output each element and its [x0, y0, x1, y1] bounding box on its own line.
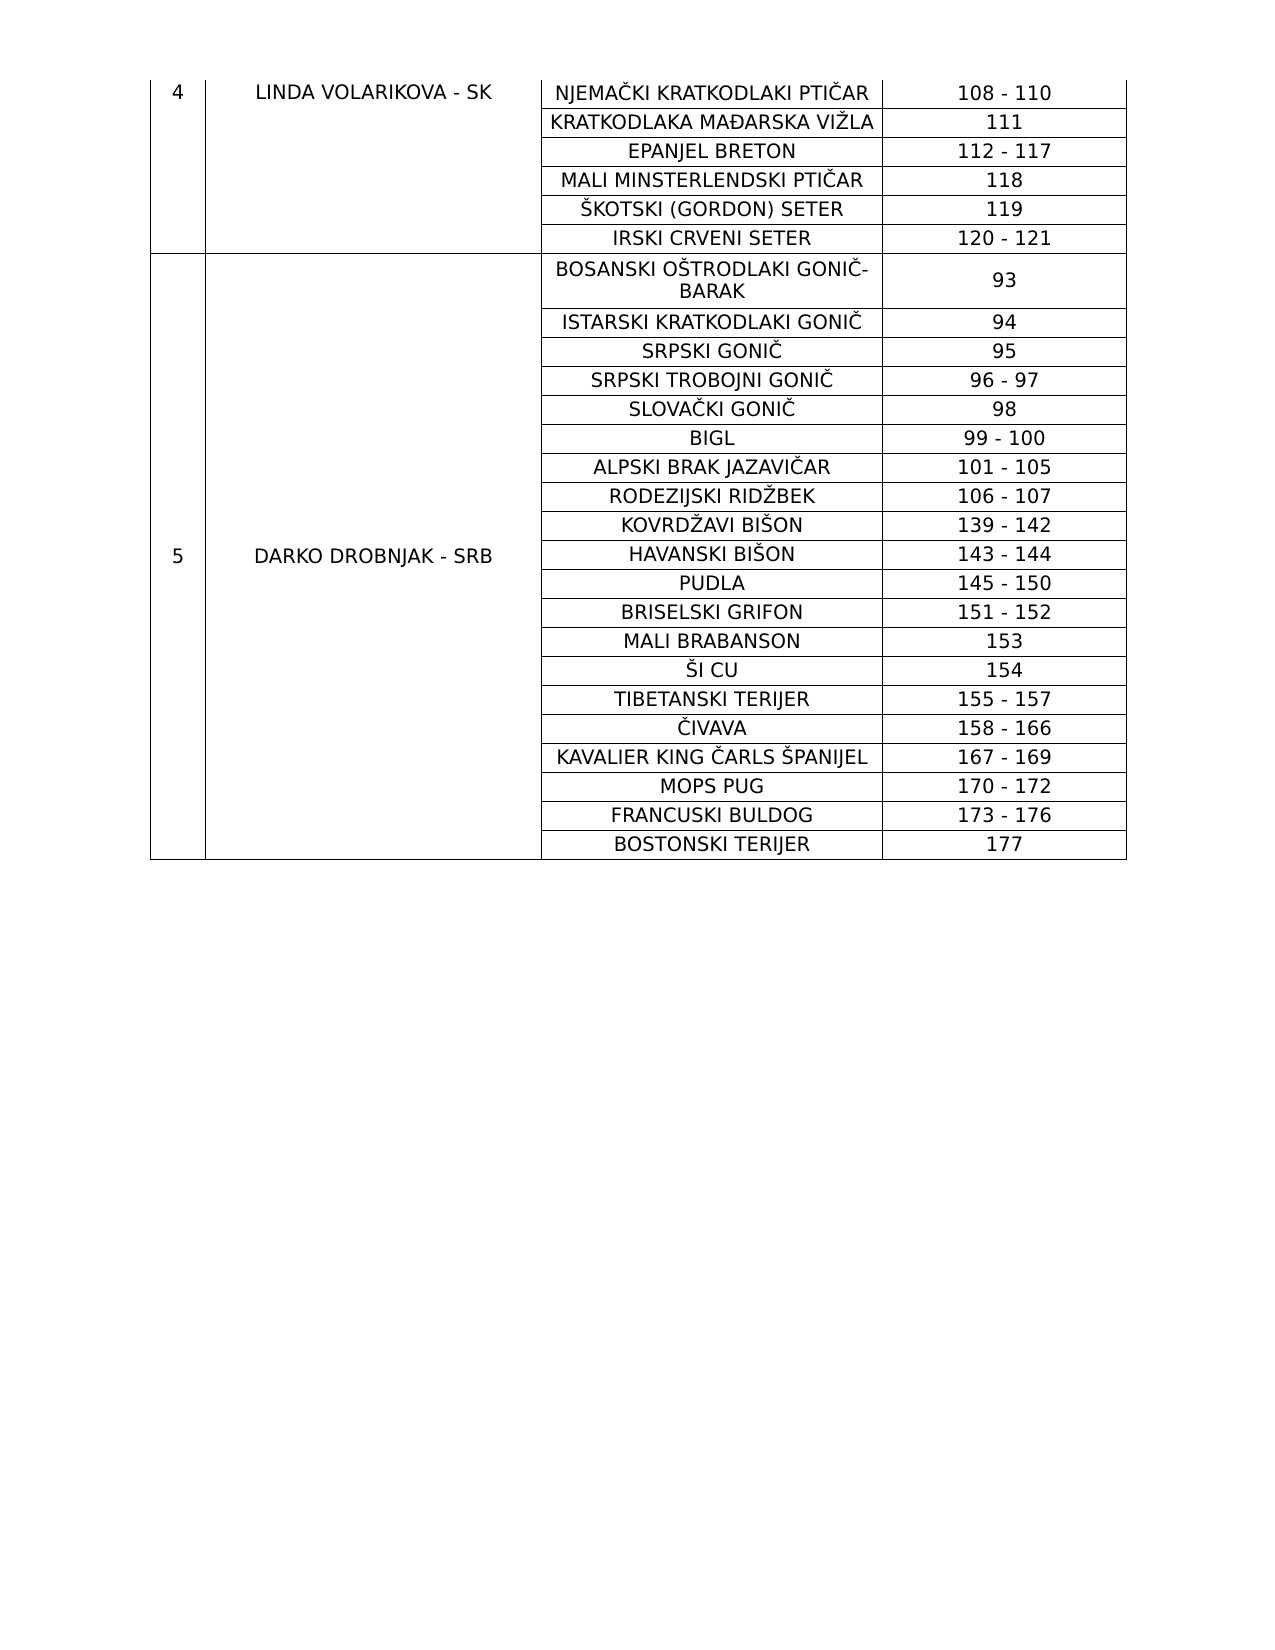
- breed-cell: KOVRDŽAVI BIŠON: [542, 512, 883, 541]
- breed-cell: SRPSKI GONIČ: [542, 338, 883, 367]
- breed-cell: ČIVAVA: [542, 715, 883, 744]
- breed-cell: ISTARSKI KRATKODLAKI GONIČ: [542, 309, 883, 338]
- breed-cell: MALI MINSTERLENDSKI PTIČAR: [542, 167, 883, 196]
- judge-name-cell: DARKO DROBNJAK - SRB: [206, 254, 542, 860]
- group-number-cell: 5: [151, 254, 206, 860]
- catalog-range-cell: 154: [883, 657, 1127, 686]
- catalog-range-cell: 111: [883, 109, 1127, 138]
- breed-cell: KRATKODLAKA MAĐARSKA VIŽLA: [542, 109, 883, 138]
- catalog-range-cell: 118: [883, 167, 1127, 196]
- breed-cell: BIGL: [542, 425, 883, 454]
- breed-cell: IRSKI CRVENI SETER: [542, 225, 883, 254]
- catalog-range-cell: 177: [883, 831, 1127, 860]
- catalog-range-cell: 94: [883, 309, 1127, 338]
- catalog-range-cell: 101 - 105: [883, 454, 1127, 483]
- catalog-range-cell: 151 - 152: [883, 599, 1127, 628]
- breed-cell: ŠI CU: [542, 657, 883, 686]
- catalog-range-cell: 120 - 121: [883, 225, 1127, 254]
- breed-cell: SRPSKI TROBOJNI GONIČ: [542, 367, 883, 396]
- catalog-range-cell: 155 - 157: [883, 686, 1127, 715]
- breed-cell: MALI BRABANSON: [542, 628, 883, 657]
- breed-cell: SLOVAČKI GONIČ: [542, 396, 883, 425]
- catalog-range-cell: 167 - 169: [883, 744, 1127, 773]
- breed-cell: MOPS PUG: [542, 773, 883, 802]
- breed-cell: BOSTONSKI TERIJER: [542, 831, 883, 860]
- group-number-cell: 4: [151, 80, 206, 254]
- catalog-range-cell: 145 - 150: [883, 570, 1127, 599]
- breed-cell: ŠKOTSKI (GORDON) SETER: [542, 196, 883, 225]
- breed-cell: ALPSKI BRAK JAZAVIČAR: [542, 454, 883, 483]
- table-row: [151, 80, 1127, 109]
- catalog-range-cell: 173 - 176: [883, 802, 1127, 831]
- catalog-range-cell: 153: [883, 628, 1127, 657]
- breed-cell: TIBETANSKI TERIJER: [542, 686, 883, 715]
- breed-cell: KAVALIER KING ČARLS ŠPANIJEL: [542, 744, 883, 773]
- breed-cell: RODEZIJSKI RIDŽBEK: [542, 483, 883, 512]
- breed-cell: BOSANSKI OŠTRODLAKI GONIČ-BARAK: [542, 254, 883, 309]
- catalog-range-cell: 158 - 166: [883, 715, 1127, 744]
- catalog-range-cell: 95: [883, 338, 1127, 367]
- catalog-range-cell: 93: [883, 254, 1127, 309]
- catalog-range-cell: 108 - 110: [883, 80, 1127, 109]
- catalog-range-cell: 98: [883, 396, 1127, 425]
- catalog-range-cell: 99 - 100: [883, 425, 1127, 454]
- breed-cell: PUDLA: [542, 570, 883, 599]
- catalog-range-cell: 139 - 142: [883, 512, 1127, 541]
- breed-cell: NJEMAČKI KRATKODLAKI PTIČAR: [542, 80, 883, 109]
- breed-cell: EPANJEL BRETON: [542, 138, 883, 167]
- catalog-range-cell: 119: [883, 196, 1127, 225]
- judge-assignment-table: [150, 80, 1127, 860]
- table-row: [151, 254, 1127, 309]
- catalog-range-cell: 96 - 97: [883, 367, 1127, 396]
- catalog-range-cell: 112 - 117: [883, 138, 1127, 167]
- breed-cell: FRANCUSKI BULDOG: [542, 802, 883, 831]
- catalog-range-cell: 143 - 144: [883, 541, 1127, 570]
- catalog-range-cell: 170 - 172: [883, 773, 1127, 802]
- breed-cell: HAVANSKI BIŠON: [542, 541, 883, 570]
- catalog-range-cell: 106 - 107: [883, 483, 1127, 512]
- breed-cell: BRISELSKI GRIFON: [542, 599, 883, 628]
- judge-name-cell: LINDA VOLARIKOVA - SK: [206, 80, 542, 254]
